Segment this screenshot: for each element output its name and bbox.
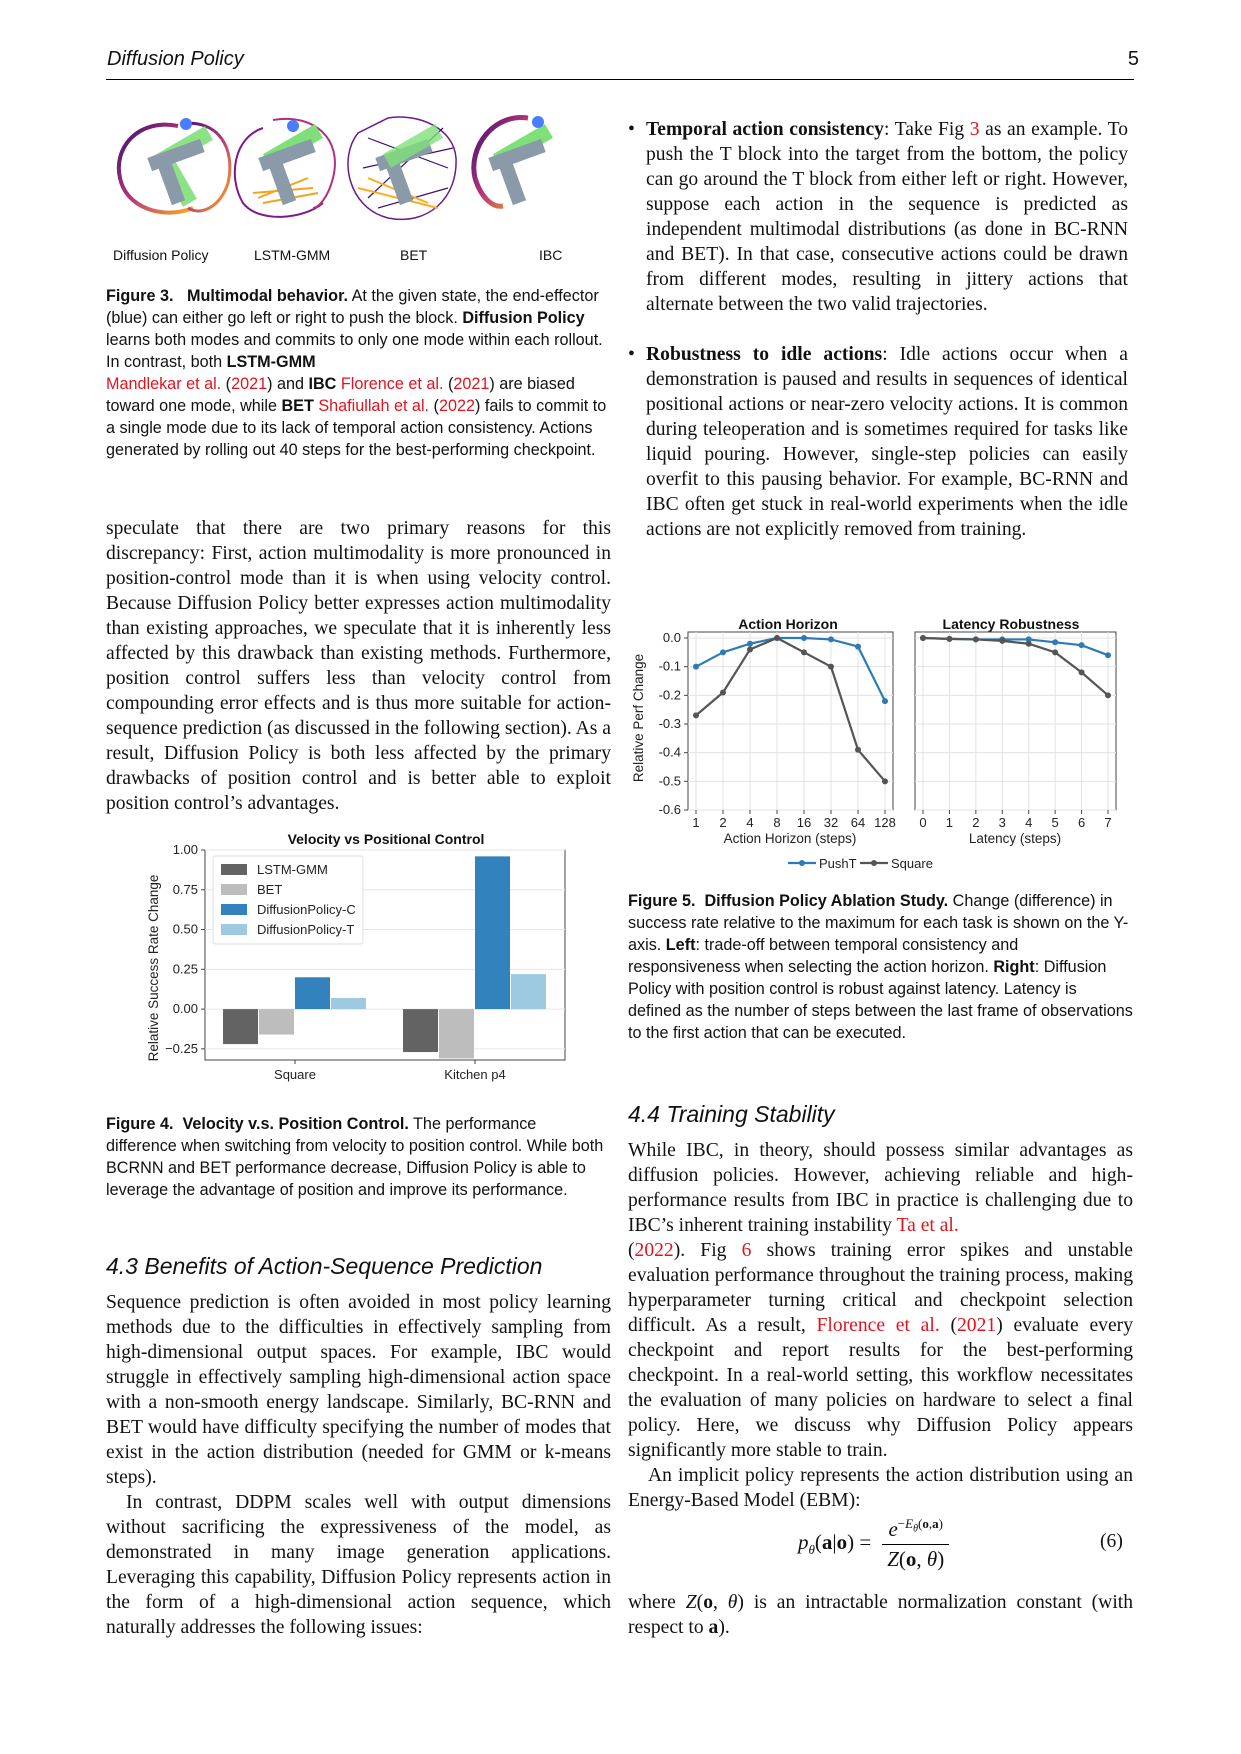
fig4-legend-swatch bbox=[221, 904, 247, 915]
fig3-caption-title: Multimodal behavior. bbox=[186, 287, 348, 305]
fig4-bar bbox=[403, 1009, 438, 1052]
fig5-legend-marker bbox=[799, 860, 805, 866]
fig5-point bbox=[882, 778, 888, 784]
caption-text: ( bbox=[221, 375, 232, 393]
fig3-label-bet: BET bbox=[400, 247, 428, 263]
caption-text: ) and bbox=[267, 375, 309, 393]
fig3-panel-lstm-gmm bbox=[235, 119, 335, 217]
paragraph-text: ) evaluate every checkpoint and report results for the best-performing checkpoint. In a real-world setting, this workflow necessitates the evaluation of many policies on hardware to select a final policy. Here, we discuss why Diffusion Policy appears significantly more stable to train. bbox=[628, 1315, 1133, 1461]
citation-link[interactable]: Mandlekar et al. bbox=[106, 375, 222, 393]
fig5-xtick-label: 0 bbox=[919, 815, 927, 830]
left-paragraph-1: speculate that there are two primary reasons for this discrepancy: First, action multimodality is more pronounced in position-control mode than it is when using velocity control. Because Diffusion Policy better expresses action multimodality than existing approaches, we speculate that it is inherently less affected by this drawback than existing methods. Furthermore, position control suffers less than velocity control from compounding error effects and is thus more suitable for action-sequence prediction (as discussed in the following section). As a result, Diffusion Policy is both less affected by the primary drawbacks of position control and is better able to exploit position control’s advantages. bbox=[106, 518, 611, 814]
citation-link[interactable]: 2021 bbox=[453, 375, 490, 393]
fig5-left-frame bbox=[688, 632, 893, 810]
equation-number: (6) bbox=[1100, 1531, 1123, 1552]
fig5-caption-title: Diffusion Policy Ablation Study. bbox=[704, 892, 949, 910]
fig5-point bbox=[1052, 639, 1058, 645]
fig4-ytick-label: −0.25 bbox=[165, 1040, 198, 1056]
citation-link[interactable]: 2021 bbox=[231, 375, 268, 393]
fig3-label-ibc: IBC bbox=[539, 247, 563, 263]
bullet-idle-actions: • Robustness to idle actions: Idle actions occur when a demonstration is paused and results in sequences of identical positional actions or near-zero velocity actions. It is common during teleoperation and is sometimes required for tasks like liquid pouring. However, single-step policies can easily overfit to this pausing behavior. For example, BC-RNN and IBC often get stuck in real-world experiments when the idle actions are not explicitly removed from training. bbox=[628, 344, 1129, 540]
caption-text: At the given state, the end-effector (blue) can either go left or right to push the block. bbox=[106, 287, 599, 327]
caption-bold: Left bbox=[665, 936, 696, 954]
section-4-4-paragraph-3: where Z(o, θ) is an intractable normalization constant (with respect to a). bbox=[628, 1592, 1134, 1638]
section-4-4-paragraph-1 bbox=[628, 1138, 1133, 1463]
fig5-ytick-label: -0.4 bbox=[658, 744, 681, 760]
fig4-bar bbox=[259, 1009, 294, 1034]
fig5-point bbox=[1079, 642, 1085, 648]
fig4-ylabel: Relative Success Rate Change bbox=[146, 874, 161, 1062]
fig5-point bbox=[693, 712, 699, 718]
paragraph-text: ). bbox=[718, 1617, 730, 1638]
fig5-xtick-label: 8 bbox=[773, 815, 781, 830]
fig5-point bbox=[1079, 669, 1085, 675]
caption-text: : Diffusion Policy with position control is robust against latency. Latency is defined as the number of steps between the last frame of observations to the first action that can be executed. bbox=[628, 958, 1133, 1042]
caption-text: ) fails to commit to a single mode due to its lack of temporal action consistency. Actions generated by rolling out 40 steps for the best-performing checkpoint. bbox=[106, 397, 607, 459]
fig5-xtick-label: 2 bbox=[972, 815, 980, 830]
fig5-point bbox=[828, 636, 834, 642]
fig5-point bbox=[693, 664, 699, 670]
fig5-ytick-label: -0.2 bbox=[658, 687, 681, 703]
fig5-legend-item bbox=[860, 856, 933, 871]
fig5-left-xlabel: Action Horizon (steps) bbox=[723, 831, 857, 846]
fig3-caption-label: Figure 3. bbox=[106, 287, 174, 305]
fig5-ytick-label: -0.5 bbox=[658, 773, 681, 789]
fig4-bar bbox=[439, 1009, 474, 1058]
fig5-xtick-label: 6 bbox=[1077, 815, 1086, 830]
fig4-caption-title: Velocity v.s. Position Control. bbox=[182, 1115, 409, 1133]
citation-link[interactable]: 2022 bbox=[634, 1240, 674, 1261]
fig4-title: Velocity vs Positional Control bbox=[287, 831, 485, 847]
fig3-label-lstm-gmm: LSTM-GMM bbox=[254, 247, 331, 263]
fig5-ytick-label: -0.1 bbox=[658, 658, 681, 674]
paragraph-text: is an intractable normalization constant (with respect to bbox=[628, 1592, 1134, 1638]
caption-text: : trade-off between temporal consistency and responsiveness when selecting the action horizon. bbox=[628, 936, 1019, 976]
fig4-bar bbox=[223, 1009, 258, 1044]
fig5-point bbox=[920, 635, 926, 641]
fig4-bar bbox=[511, 974, 546, 1009]
fig5-point bbox=[1105, 652, 1111, 658]
fig5-point bbox=[1105, 692, 1111, 698]
fig4-legend bbox=[213, 856, 363, 944]
fig5-point bbox=[946, 636, 952, 642]
paragraph-text: While IBC, in theory, should possess similar advantages as diffusion policies. However, achieving reliable and high-performance results from IBC in practice is challenging due to IBC’s inherent training instability bbox=[628, 1140, 1133, 1236]
fig5-xtick-label: 64 bbox=[850, 815, 866, 830]
paragraph-text: ( bbox=[939, 1315, 957, 1336]
figure-5-chart bbox=[628, 612, 1133, 877]
figure-3-caption bbox=[106, 285, 611, 461]
fig3-panel-diffusion-policy bbox=[119, 118, 230, 213]
running-header-title: Diffusion Policy bbox=[107, 48, 244, 70]
fig5-point bbox=[828, 664, 834, 670]
fig5-right-title: Latency Robustness bbox=[942, 616, 1080, 632]
bullet-text: : Idle actions occur when a demonstration is paused and results in sequences of identical positional actions or near-zero velocity actions. It is common during teleoperation and is sometimes required for tasks like liquid pouring. However, single-step policies can easily overfit to this pausing behavior. For example, BC-RNN and IBC often get stuck in real-world experiments when the idle actions are not explicitly removed from training. bbox=[646, 344, 1129, 540]
fig5-left-title: Action Horizon bbox=[738, 616, 838, 632]
caption-bold: BET bbox=[281, 397, 314, 415]
section-4-3-body bbox=[106, 1290, 611, 1640]
fig4-ytick-label: 0.25 bbox=[172, 961, 198, 977]
bullet-temporal-consistency: • Temporal action consistency: Take Fig 3 as an example. To push the T block into the target from the bottom, the policy can go around the T block from either left or right. However, suppose each action in the sequence is predicted as independent multimodal distributions (as done in BC-RNN and BET). In that case, consecutive actions could be drawn from different modes, resulting in jittery actions that alternate between the two valid trajectories. bbox=[628, 119, 1128, 315]
bullet-text: as an example. To push the T block into the target from the bottom, the policy can go around the T block from either left or right. However, suppose each action in the sequence is predicted as independent multimodal distributions (as done in BC-RNN and BET). In that case, consecutive actions could be drawn from different modes, resulting in jittery actions that alternate between the two valid trajectories. bbox=[646, 119, 1128, 315]
bullet-term: Robustness to idle actions bbox=[646, 344, 883, 365]
fig4-xtick-label: Kitchen p4 bbox=[444, 1067, 506, 1082]
section-4-3-paragraph-1: Sequence prediction is often avoided in most policy learning methods due to the difficulties in effectively sampling from high-dimensional output spaces. For example, IBC would struggle in effectively sampling high-dimensional action space with a non-smooth energy landscape. Similarly, BC-RNN and BET would have difficulty specifying the number of modes that exist in the action distribution (needed for GMM or k-means steps). bbox=[106, 1292, 611, 1488]
fig5-point bbox=[999, 638, 1005, 644]
citation-link[interactable]: Ta et al. bbox=[896, 1215, 959, 1236]
fig5-point bbox=[747, 641, 753, 647]
caption-text: ) are biased toward one mode, while bbox=[106, 375, 575, 415]
section-4-4-paragraph-2: An implicit policy represents the action distribution using an Energy-Based Model (EBM): bbox=[628, 1465, 1133, 1511]
figure-3-images bbox=[108, 108, 588, 233]
citation-link[interactable]: 2022 bbox=[438, 397, 475, 415]
fig5-xtick-label: 1 bbox=[692, 815, 700, 830]
fig4-legend-swatch bbox=[221, 864, 247, 875]
fig4-bar bbox=[475, 856, 510, 1009]
fig5-right-frame bbox=[915, 632, 1116, 810]
fig5-point bbox=[720, 649, 726, 655]
fig5-caption-label: Figure 5. bbox=[628, 892, 696, 910]
fig5-point bbox=[1052, 649, 1058, 655]
fig5-point bbox=[747, 646, 753, 652]
paragraph-text: ). Fig bbox=[673, 1240, 742, 1261]
fig5-ytick-label: 0.0 bbox=[662, 630, 681, 645]
fig4-xtick-label: Square bbox=[274, 1067, 316, 1082]
fig4-legend-swatch bbox=[221, 884, 247, 895]
figure-ref-link[interactable]: 3 bbox=[969, 119, 980, 140]
section-4-4-title: 4.4 Training Stability bbox=[628, 1101, 835, 1127]
fig5-xtick-label: 4 bbox=[1025, 815, 1033, 830]
fig5-point bbox=[1026, 641, 1032, 647]
equation-6: $p_\theta(a|o)$ = $\frac{e^{-E_\theta(o,a)}}{Z(o, \theta)}$ bbox=[798, 1516, 949, 1572]
caption-text: learns both modes and commits to only one mode within each rollout. In contrast, both bbox=[106, 331, 603, 371]
paragraph-text: shows training error spikes and unstable evaluation performance throughout the training process, making hyperparameter turning critical and checkpoint selection difficult. As a result, bbox=[628, 1240, 1134, 1336]
fig5-point bbox=[882, 698, 888, 704]
caption-bold: Right bbox=[993, 958, 1035, 976]
fig4-bar bbox=[331, 998, 366, 1009]
fig5-legend-label: PushT bbox=[819, 856, 857, 871]
fig4-ytick-label: 0.50 bbox=[172, 921, 198, 937]
figure-4-chart bbox=[140, 828, 580, 1098]
fig4-caption-label: Figure 4. bbox=[106, 1115, 174, 1133]
caption-text: ( bbox=[443, 375, 454, 393]
fig5-point bbox=[973, 636, 979, 642]
fig5-xtick-label: 32 bbox=[823, 815, 839, 830]
bullet-list bbox=[628, 117, 1128, 567]
citation-link[interactable]: Shafiullah et al. bbox=[318, 397, 430, 415]
section-4-4-body bbox=[628, 1138, 1133, 1513]
fig5-right-xlabel: Latency (steps) bbox=[968, 831, 1062, 846]
fig5-xtick-label: 1 bbox=[945, 815, 954, 830]
fig5-xtick-label: 2 bbox=[719, 815, 727, 830]
figure-ref-link[interactable]: 6 bbox=[741, 1240, 752, 1261]
fig5-point bbox=[801, 649, 807, 655]
fig5-xtick-label: 16 bbox=[796, 815, 812, 830]
fig5-point bbox=[801, 635, 807, 641]
fig4-legend-label: LSTM-GMM bbox=[257, 862, 328, 877]
caption-text: The performance difference when switching from velocity to position control. While both BCRNN and BET performance decrease, Diffusion Policy is able to leverage the advantage of position and improve its performance. bbox=[106, 1115, 604, 1199]
fig5-ytick-label: -0.3 bbox=[658, 716, 681, 731]
caption-bold: IBC bbox=[308, 375, 337, 393]
fig4-legend-label: DiffusionPolicy-C bbox=[257, 902, 356, 917]
fig4-legend-swatch bbox=[221, 924, 247, 935]
fig4-ytick-label: 0.00 bbox=[172, 1001, 198, 1017]
bullet-term: Temporal action consistency bbox=[646, 119, 884, 140]
fig5-point bbox=[774, 635, 780, 641]
paragraph-text: ( bbox=[628, 1240, 635, 1261]
fig4-ytick-label: 1.00 bbox=[172, 842, 198, 857]
fig4-legend-label: DiffusionPolicy-T bbox=[257, 922, 355, 937]
fig4-ytick-label: 0.75 bbox=[172, 881, 198, 897]
citation-link[interactable]: Florence et al. bbox=[816, 1315, 940, 1336]
fig5-legend-label: Square bbox=[891, 856, 933, 871]
fig3-panel-bet bbox=[348, 117, 456, 219]
fig3-label-diffusion-policy: Diffusion Policy bbox=[113, 247, 209, 263]
fig5-xtick-label: 4 bbox=[746, 815, 754, 830]
fig5-xtick-label: 5 bbox=[1051, 815, 1059, 830]
paragraph-text: where bbox=[628, 1592, 686, 1613]
fig5-legend-item bbox=[788, 856, 857, 871]
fig4-legend-label: BET bbox=[257, 882, 283, 897]
figure-4-caption bbox=[106, 1113, 611, 1201]
fig5-point bbox=[720, 689, 726, 695]
fig5-xtick-label: 128 bbox=[874, 815, 896, 830]
fig5-ylabel: Relative Perf Change bbox=[631, 653, 646, 783]
citation-link[interactable]: Florence et al. bbox=[340, 375, 444, 393]
fig3-panel-ibc bbox=[474, 116, 553, 206]
fig4-bar bbox=[295, 977, 330, 1009]
fig5-xtick-label: 3 bbox=[998, 815, 1006, 830]
section-4-3-paragraph-2: In contrast, DDPM scales well with output dimensions without sacrificing the expressiveness of the model, as demonstrated in many image generation applications. Leveraging this capability, Diffusion Policy represents action in the form of a high-dimensional action sequence, which naturally addresses the following issues: bbox=[106, 1492, 611, 1638]
caption-text: Change (difference) in success rate relative to the maximum for each task is shown on the Y-axis. bbox=[628, 892, 1129, 954]
fig5-point bbox=[855, 644, 861, 650]
caption-bold: Diffusion Policy bbox=[462, 309, 585, 327]
page-number: 5 bbox=[1127, 48, 1139, 70]
figure-5-caption bbox=[628, 890, 1133, 1044]
citation-link[interactable]: 2021 bbox=[957, 1315, 997, 1336]
bullet-text: : Take Fig bbox=[883, 119, 970, 140]
section-4-3-title: 4.3 Benefits of Action-Sequence Prediction bbox=[106, 1253, 543, 1279]
fig5-xtick-label: 7 bbox=[1104, 815, 1112, 830]
caption-text: ( bbox=[429, 397, 439, 415]
header-rule bbox=[106, 79, 1134, 80]
fig5-ytick-label: -0.6 bbox=[658, 802, 681, 817]
fig5-point bbox=[855, 747, 861, 753]
caption-bold: LSTM-GMM bbox=[226, 353, 316, 371]
fig5-legend-marker bbox=[871, 860, 877, 866]
